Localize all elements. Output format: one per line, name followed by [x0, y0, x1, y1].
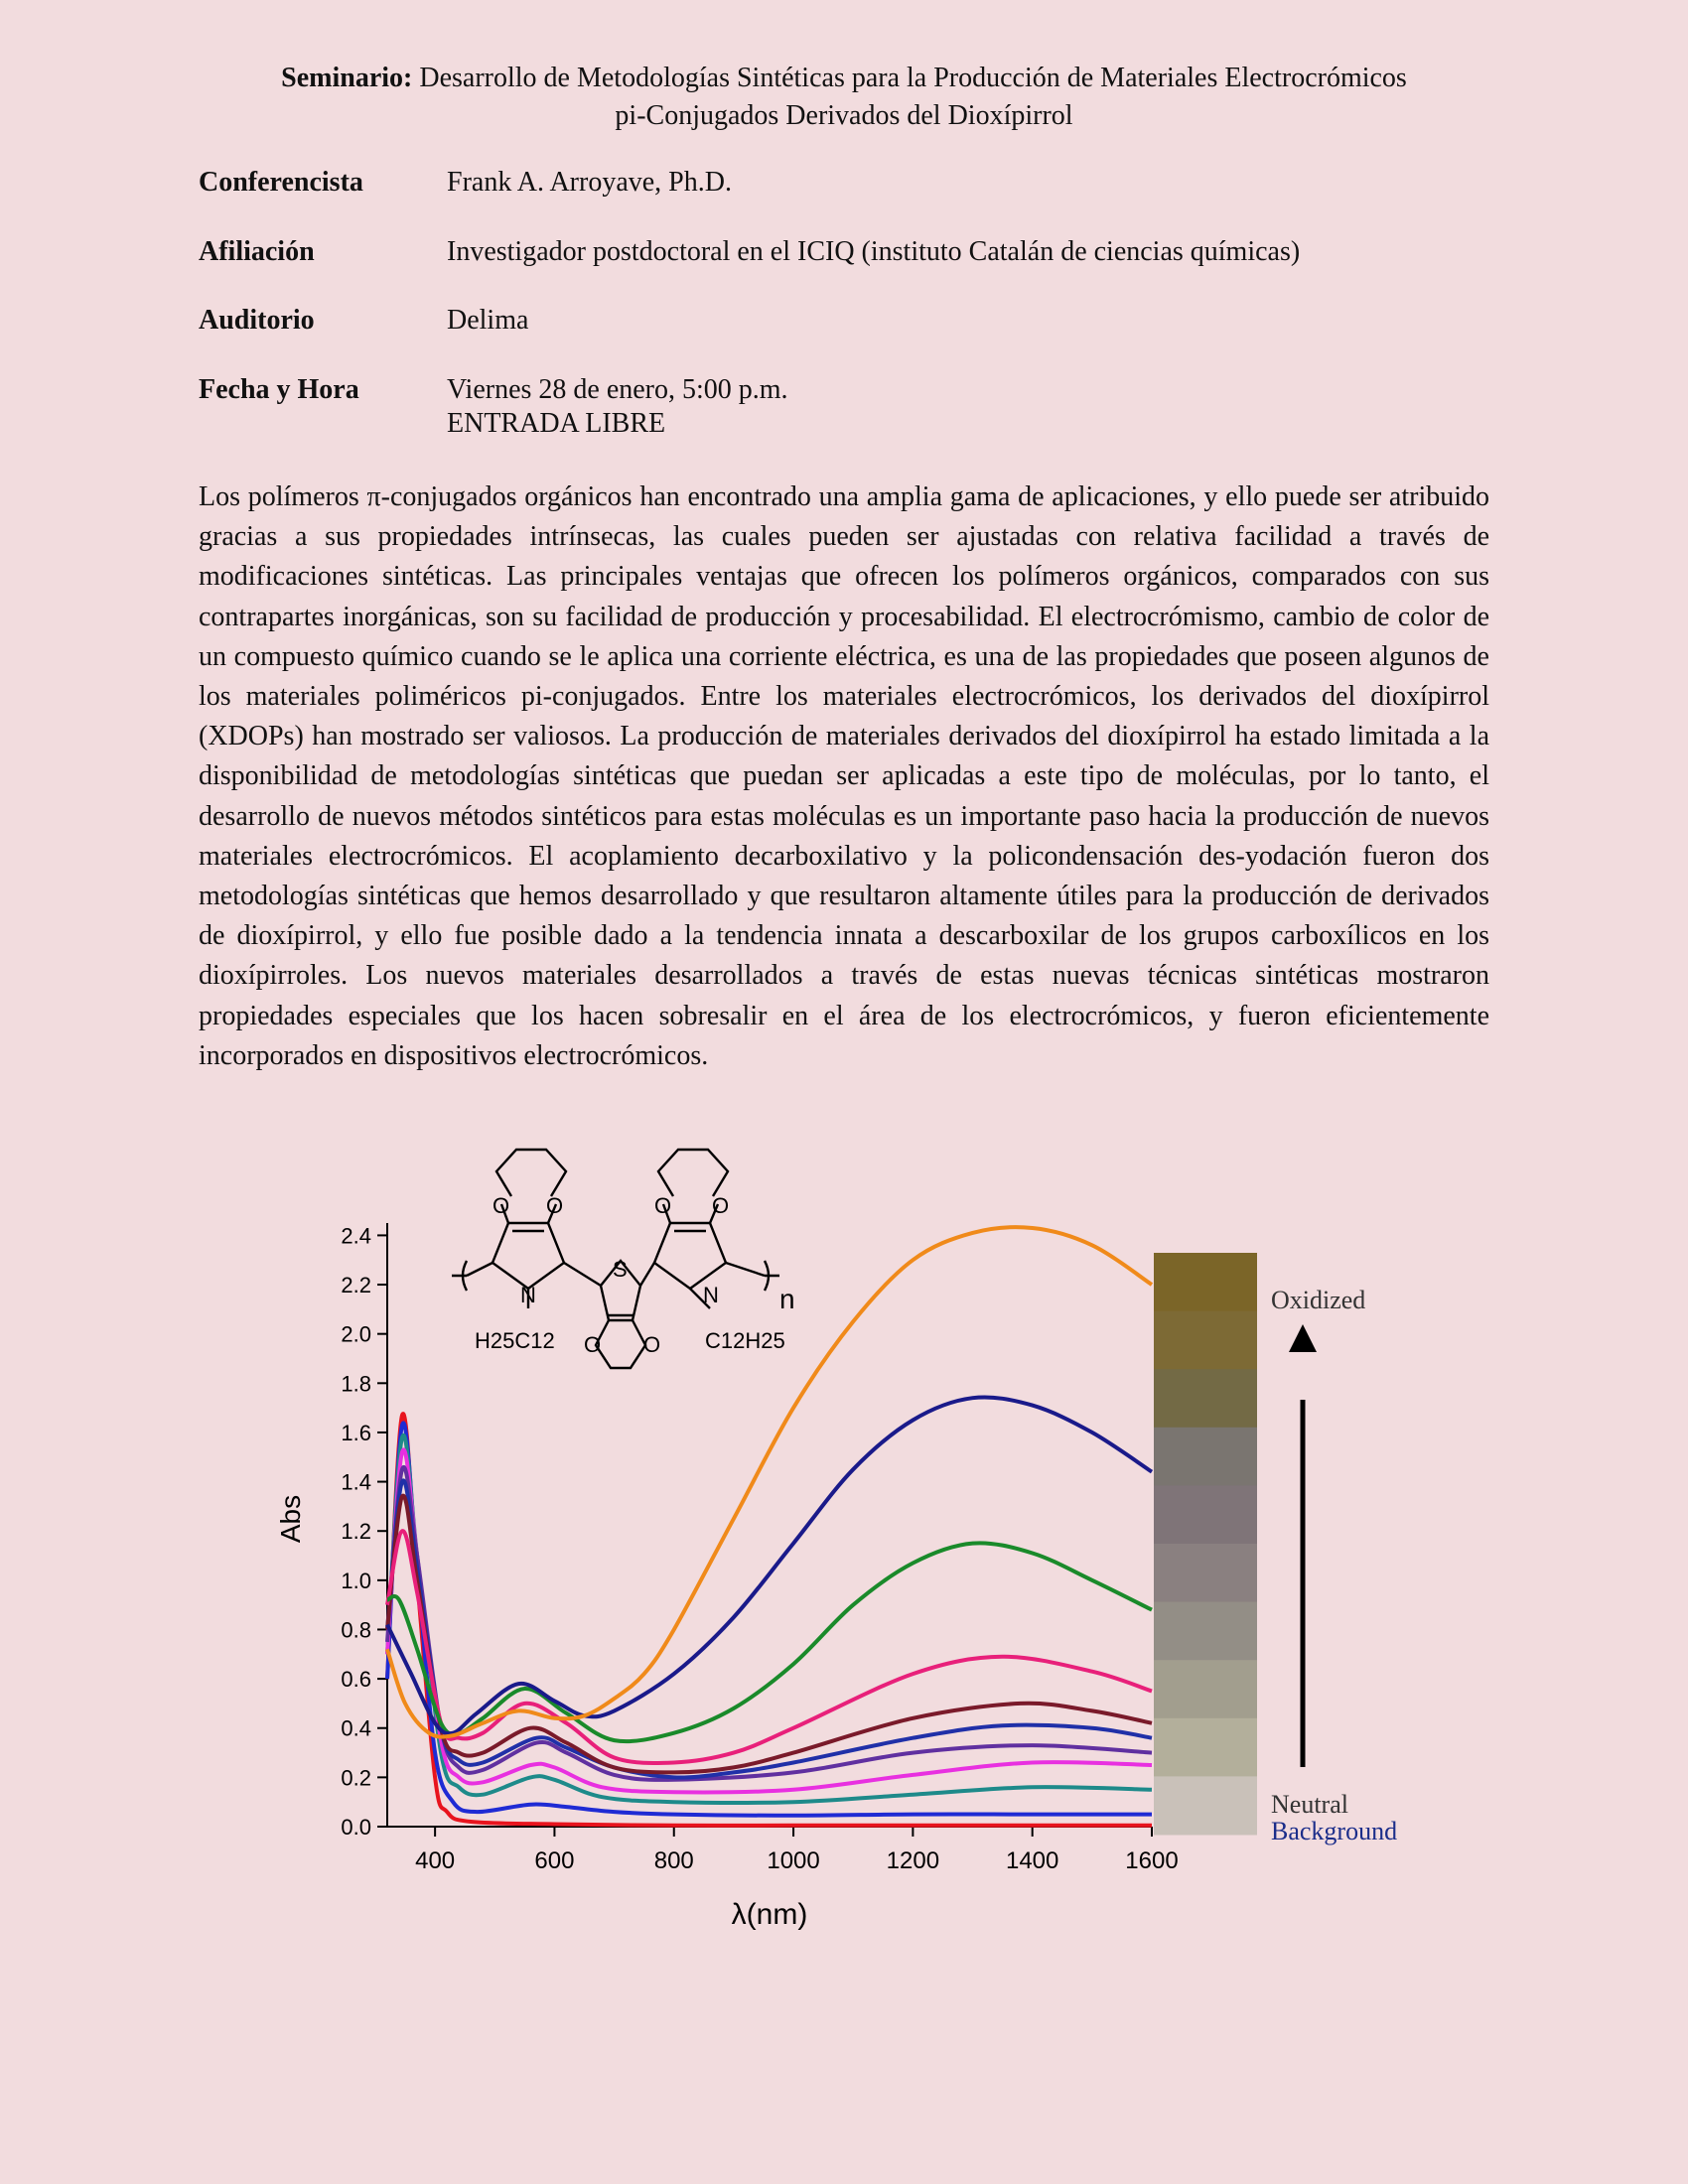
y-tick-label: 0.0	[341, 1815, 371, 1840]
x-axis-label: λ(nm)	[731, 1898, 808, 1931]
y-tick-label: 1.8	[341, 1371, 371, 1397]
swatch-band	[1154, 1776, 1257, 1835]
y-tick-label: 2.0	[341, 1321, 371, 1347]
series-line-blue	[387, 1423, 1152, 1815]
y-tick-label: 1.6	[341, 1420, 371, 1445]
molecule-n-label-2: N	[703, 1283, 719, 1307]
y-axis-label: Abs	[275, 1494, 306, 1544]
seminar-prefix: Seminario:	[281, 63, 413, 93]
abstract-paragraph: Los polímeros π-conjugados orgánicos han encontrado una amplia gama de aplicaciones, y ello puede ser atribuido gracias a sus propiedades intrínsecas, las cuales pueden ser ajustadas con relativa facilidad a través de modificaciones sintéticas. Las principales ventajas que ofrecen los polímeros orgánicos, comparados con sus contrapartes inorgánicas, son su facilidad de producción y procesabilidad. El electrocrómismo, cambio de color de un compuesto químico cuando se le aplica una corriente eléctrica, es una de las propiedades que poseen algunos de los materiales poliméricos pi-conjugados. Entre los materiales electrocrómicos, los derivados del dioxípirrol (XDOPs) han mostrado ser valiosos. La producción de materiales derivados del dioxípirrol ha estado limitada a la disponibilidad de metodologías sintéticas que puedan ser aplicadas a este tipo de moléculas, por lo tanto, el desarrollo de nuevos métodos sintéticos para estas moléculas es un importante paso hacia la producción de nuevos materiales electrocrómicos. El acoplamiento decarboxilativo y la policondensación des-yodación fueron dos metodologías sintéticas que hemos desarrollado y que resultaron altamente útiles para la producción de derivados de dioxípirrol, y ello fue posible dado a la tendencia innata a descarboxilar de los grupos carboxílicos en los dioxípirroles. Los nuevos materiales desarrollados a través de estas nuevas técnicas sintéticas mostraron propiedades especiales que los hacen sobresalir en el área de los electrocrómicos, y fueron eficientemente incorporados en dispositivos electrocrómicos.	[199, 481, 1489, 1071]
datetime-label: Fecha y Hora	[199, 374, 359, 405]
y-tick-label: 0.4	[341, 1715, 371, 1741]
left-dioxepine-ring	[496, 1150, 566, 1196]
x-tick-label: 1000	[767, 1847, 820, 1874]
arrow-head-icon	[1289, 1324, 1317, 1352]
y-tick-label: 0.8	[341, 1617, 371, 1643]
y-tick-label: 2.2	[341, 1273, 371, 1298]
x-tick-label: 1600	[1125, 1847, 1179, 1874]
swatch-band	[1154, 1428, 1257, 1486]
seminar-title-line1: Desarrollo de Metodologías Sintéticas para la Producción de Materiales Electrocrómicos	[419, 63, 1407, 93]
molecule-o-label: O	[492, 1193, 510, 1218]
swatch-band	[1154, 1485, 1257, 1544]
y-tick-label: 0.6	[341, 1667, 371, 1693]
venue-value: Delima	[447, 305, 529, 336]
molecule-repeat-label: n	[779, 1284, 795, 1314]
swatch-band	[1154, 1311, 1257, 1370]
x-tick-label: 1400	[1005, 1847, 1059, 1874]
molecule-left-chain: H25C12	[475, 1328, 555, 1353]
venue-label: Auditorio	[199, 305, 315, 336]
series-line-maroon	[387, 1496, 1152, 1773]
x-tick-label: 800	[653, 1847, 694, 1874]
y-tick-label: 2.4	[341, 1223, 371, 1249]
color-swatch-strip	[1154, 1253, 1257, 1836]
series-line-teal	[387, 1435, 1152, 1803]
molecule-o-label-6: O	[643, 1332, 661, 1357]
affiliation-value: Investigador postdoctoral en el ICIQ (instituto Catalán de ciencias químicas)	[447, 236, 1301, 267]
bottom-dioxane-ring	[596, 1320, 645, 1368]
y-tick-label: 0.2	[341, 1765, 371, 1791]
right-pyrrole-ring	[654, 1223, 726, 1289]
molecule-s-label: S	[613, 1257, 628, 1282]
x-tick-label: 400	[415, 1847, 456, 1874]
molecule-right-chain: C12H25	[705, 1328, 785, 1353]
series-line-purple	[387, 1467, 1152, 1780]
entry-value: ENTRADA LIBRE	[447, 408, 666, 439]
affiliation-label: Afiliación	[199, 236, 315, 267]
swatch-band	[1154, 1369, 1257, 1428]
swatch-band	[1154, 1253, 1257, 1311]
swatch-band	[1154, 1544, 1257, 1602]
y-tick-label: 1.2	[341, 1519, 371, 1545]
swatch-band	[1154, 1718, 1257, 1777]
swatch-band	[1154, 1660, 1257, 1718]
series-line-navy2	[387, 1480, 1152, 1777]
seminar-title-line2: pi-Conjugados Derivados del Dioxípirrol	[615, 100, 1073, 131]
x-tick-label: 1200	[886, 1847, 940, 1874]
swatch-band	[1154, 1602, 1257, 1661]
speaker-label: Conferencista	[199, 167, 363, 198]
plot-axes	[387, 1223, 1152, 1827]
series-line-pink	[387, 1531, 1152, 1763]
datetime-value: Viernes 28 de enero, 5:00 p.m.	[447, 374, 788, 405]
x-tick-label: 600	[534, 1847, 575, 1874]
series-lines	[387, 1227, 1152, 1826]
molecule-o-label-5: O	[584, 1332, 602, 1357]
molecule-o-label-4: O	[712, 1193, 730, 1218]
molecule-o-label-3: O	[654, 1193, 672, 1218]
left-pyrrole-ring	[492, 1223, 564, 1289]
oxidized-label: Oxidized	[1271, 1286, 1366, 1314]
background-label: Background	[1271, 1817, 1398, 1845]
molecule-n-label: N	[520, 1283, 536, 1307]
neutral-label: Neutral	[1271, 1790, 1348, 1819]
speaker-value: Frank A. Arroyave, Ph.D.	[447, 167, 732, 198]
molecule-o-label-2: O	[546, 1193, 564, 1218]
molecule-labels	[475, 1193, 795, 1357]
y-tick-label: 1.0	[341, 1568, 371, 1593]
y-tick-label: 1.4	[341, 1469, 371, 1495]
